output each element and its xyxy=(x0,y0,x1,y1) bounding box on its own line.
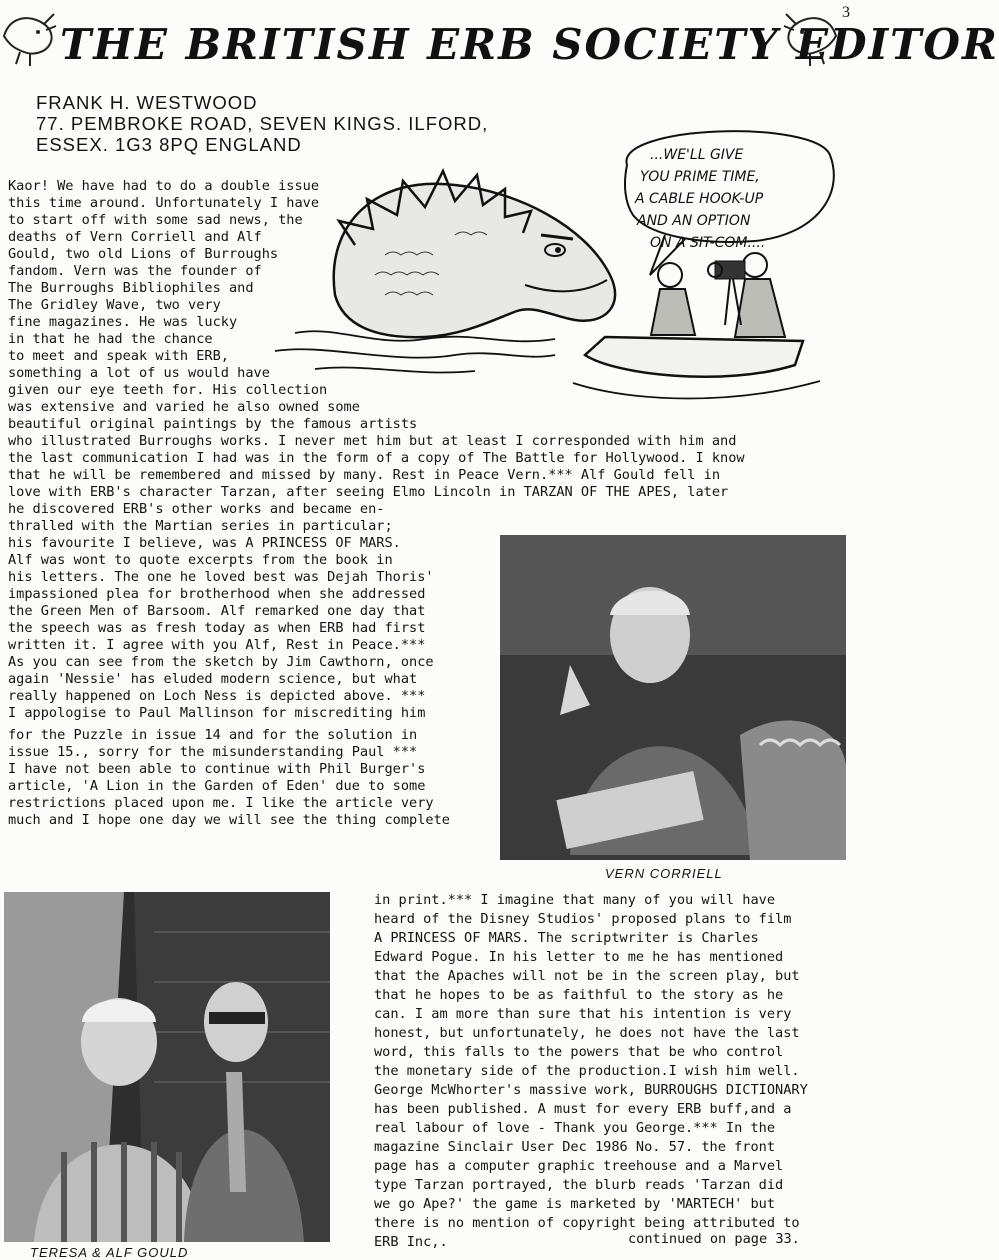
body-line: type Tarzan portrayed, the blurb reads 'Tarzan did xyxy=(374,1177,784,1193)
body-line: the speech was as fresh today as when ERB had first xyxy=(8,620,426,636)
body-line: that he will be remembered and missed by many. Rest in Peace Vern.*** Alf Gould fell in xyxy=(8,467,721,483)
body-line: who illustrated Burroughs works. I never met him but at least I corresponded with him and xyxy=(8,433,737,449)
vern-photo-image xyxy=(500,535,846,860)
body-line: word, this falls to the powers that be who control xyxy=(374,1044,784,1060)
body-line: Edward Pogue. In his letter to me he has mentioned xyxy=(374,949,784,965)
body-line: I have not been able to continue with Phil Burger's xyxy=(8,761,426,777)
nessie-cartoon xyxy=(255,125,840,415)
speech-line-4: AND AN OPTION xyxy=(637,213,751,229)
body-line: issue 15., sorry for the misunderstanding Paul *** xyxy=(8,744,418,760)
body-line: something a lot of us would have xyxy=(8,365,270,381)
body-line: deaths of Vern Corriell and Alf xyxy=(8,229,262,245)
body-line: article, 'A Lion in the Garden of Eden' due to some xyxy=(8,778,426,794)
body-line: fine magazines. He was lucky xyxy=(8,314,238,330)
body-line: he discovered ERB's other works and became en- xyxy=(8,501,385,517)
body-line: in that he had the chance xyxy=(8,331,213,347)
body-line: A PRINCESS OF MARS. The scriptwriter is Charles xyxy=(374,930,759,946)
body-line: to meet and speak with ERB, xyxy=(8,348,229,364)
body-line: again 'Nessie' has eluded modern science, but what xyxy=(8,671,418,687)
page-title: THE BRITISH ERB SOCIETY EDITOR xyxy=(60,20,999,69)
page-number: 3 xyxy=(842,4,850,21)
body-line: that the Apaches will not be in the screen play, but xyxy=(374,968,800,984)
body-line: page has a computer graphic treehouse and a Marvel xyxy=(374,1158,784,1174)
speech-line-2: YOU PRIME TIME, xyxy=(640,169,760,185)
body-line: much and I hope one day we will see the thing complete xyxy=(8,812,450,828)
body-line: has been published. A must for every ERB buff,and a xyxy=(374,1101,792,1117)
body-line: can. I am more than sure that his intention is very xyxy=(374,1006,792,1022)
body-line: we go Ape?' the game is marketed by 'MARTECH' but xyxy=(374,1196,776,1212)
body-line: this time around. Unfortunately I have xyxy=(8,195,319,211)
body-line: for the Puzzle in issue 14 and for the solution in xyxy=(8,727,418,743)
body-line: George McWhorter's massive work, BURROUGHS DICTIONARY xyxy=(374,1082,808,1098)
body-line: I appologise to Paul Mallinson for miscrediting him xyxy=(8,705,426,721)
body-line: his favourite I believe, was A PRINCESS OF MARS. xyxy=(8,535,401,551)
address-line-1: FRANK H. WESTWOOD xyxy=(36,92,258,113)
body-line: Kaor! We have had to do a double issue xyxy=(8,178,319,194)
body-line: beautiful original paintings by the famous artists xyxy=(8,416,418,432)
vern-corriell-photo xyxy=(500,535,846,860)
body-line: ERB Inc,. xyxy=(374,1234,448,1250)
body-line: restrictions placed upon me. I like the article very xyxy=(8,795,434,811)
vern-caption: VERN CORRIELL xyxy=(605,866,723,881)
body-line: the monetary side of the production.I wish him well. xyxy=(374,1063,800,1079)
body-line: The Burroughs Bibliophiles and xyxy=(8,280,254,296)
body-line: really happened on Loch Ness is depicted above. *** xyxy=(8,688,426,704)
body-line: heard of the Disney Studios' proposed plans to film xyxy=(374,911,792,927)
body-line: thralled with the Martian series in particular; xyxy=(8,518,393,534)
body-line: Alf was wont to quote excerpts from the book in xyxy=(8,552,393,568)
body-line: love with ERB's character Tarzan, after seeing Elmo Lincoln in TARZAN OF THE APES, later xyxy=(8,484,729,500)
body-line: given our eye teeth for. His collection xyxy=(8,382,328,398)
body-line: written it. I agree with you Alf, Rest in Peace.*** xyxy=(8,637,426,653)
body-line: impassioned plea for brotherhood when she addressed xyxy=(8,586,426,602)
teresa-alf-caption: TERESA & ALF GOULD xyxy=(30,1245,189,1260)
body-line: the last communication I had was in the form of a copy of The Battle for Hollywood. I know xyxy=(8,450,745,466)
continued-note: continued on page 33. xyxy=(628,1231,800,1247)
body-line: his letters. The one he loved best was Dejah Thoris' xyxy=(8,569,434,585)
body-line: was extensive and varied he also owned some xyxy=(8,399,360,415)
teresa-alf-gould-photo xyxy=(4,892,330,1242)
body-line: there is no mention of copyright being attributed to xyxy=(374,1215,800,1231)
speech-line-1: ...WE'LL GIVE xyxy=(650,147,744,163)
speech-line-5: ON A SIT-COM.... xyxy=(650,235,766,251)
speech-line-3: A CABLE HOOK-UP xyxy=(635,191,764,207)
body-line: Gould, two old Lions of Burroughs xyxy=(8,246,279,262)
gould-photo-image xyxy=(4,892,330,1242)
body-line: magazine Sinclair User Dec 1986 No. 57. the front xyxy=(374,1139,776,1155)
dragon-ornament-left-icon xyxy=(0,6,58,68)
body-line: to start off with some sad news, the xyxy=(8,212,303,228)
body-line: the Green Men of Barsoom. Alf remarked one day that xyxy=(8,603,426,619)
body-line: real labour of love - Thank you George.*** In the xyxy=(374,1120,776,1136)
body-line: As you can see from the sketch by Jim Cawthorn, once xyxy=(8,654,434,670)
body-line: in print.*** I imagine that many of you will have xyxy=(374,892,776,908)
body-line: honest, but unfortunately, he does not have the last xyxy=(374,1025,800,1041)
address-line-2: 77. PEMBROKE ROAD, SEVEN KINGS. ILFORD, xyxy=(36,113,489,134)
address-line-3: ESSEX. 1G3 8PQ ENGLAND xyxy=(36,134,302,155)
body-line: fandom. Vern was the founder of xyxy=(8,263,262,279)
body-line: The Gridley Wave, two very xyxy=(8,297,221,313)
body-line: that he hopes to be as faithful to the story as he xyxy=(374,987,784,1003)
